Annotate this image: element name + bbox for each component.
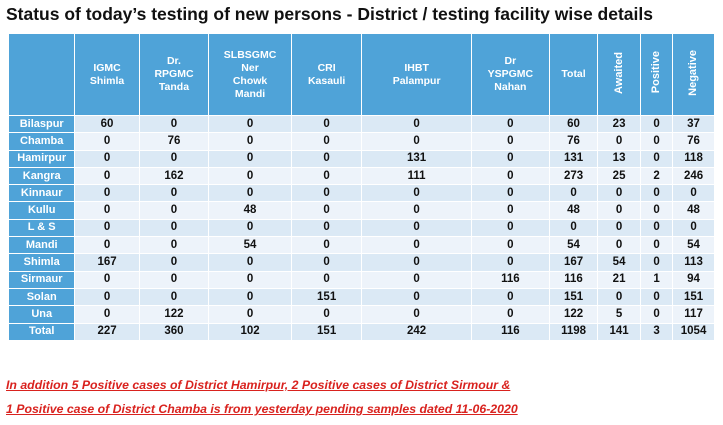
- header-igmc-shimla: [75, 34, 139, 116]
- header-line: Dr: [504, 55, 517, 67]
- value-cell: 5: [598, 306, 641, 323]
- value-cell: 48: [209, 202, 291, 219]
- value-cell: 0: [598, 202, 641, 219]
- district-name-cell: Kangra: [9, 167, 75, 184]
- district-name-cell: Chamba: [9, 133, 75, 150]
- value-cell: 0: [75, 185, 139, 202]
- value-cell: 116: [471, 271, 549, 288]
- header-line: Chowk: [232, 74, 268, 87]
- value-cell: 37: [673, 116, 715, 133]
- table-row: [9, 185, 715, 202]
- value-cell: 54: [598, 254, 641, 271]
- header-line: Nahan: [494, 81, 527, 93]
- value-cell: 113: [673, 254, 715, 271]
- value-cell: 0: [209, 254, 291, 271]
- header-line: Kasauli: [307, 74, 346, 87]
- value-cell: 0: [75, 237, 139, 254]
- value-cell: 0: [471, 150, 549, 167]
- value-cell: 151: [291, 288, 362, 305]
- header-line: Palampur: [392, 74, 441, 87]
- value-cell: 122: [139, 306, 209, 323]
- value-cell: 0: [75, 288, 139, 305]
- value-cell: 227: [75, 323, 139, 340]
- value-cell: 0: [75, 271, 139, 288]
- value-cell: 1198: [549, 323, 597, 340]
- value-cell: 0: [139, 237, 209, 254]
- value-cell: 0: [291, 202, 362, 219]
- value-cell: 0: [673, 185, 715, 202]
- value-cell: 60: [549, 116, 597, 133]
- value-cell: 117: [673, 306, 715, 323]
- table-row: [9, 219, 715, 236]
- value-cell: 0: [362, 202, 471, 219]
- district-name-cell: Kullu: [9, 202, 75, 219]
- value-cell: 0: [471, 288, 549, 305]
- value-cell: 0: [598, 219, 641, 236]
- district-name-cell: L & S: [9, 219, 75, 236]
- value-cell: 76: [549, 133, 597, 150]
- value-cell: 0: [362, 271, 471, 288]
- value-cell: 0: [362, 288, 471, 305]
- value-cell: 0: [75, 150, 139, 167]
- value-cell: 60: [75, 116, 139, 133]
- value-cell: 0: [291, 237, 362, 254]
- value-cell: 48: [673, 202, 715, 219]
- value-cell: 0: [209, 185, 291, 202]
- header-awaited: [598, 34, 641, 116]
- value-cell: 0: [362, 185, 471, 202]
- district-name-cell: Total: [9, 323, 75, 340]
- value-cell: 141: [598, 323, 641, 340]
- value-cell: 0: [598, 237, 641, 254]
- value-cell: 111: [362, 167, 471, 184]
- header-line: Mandi: [234, 87, 266, 100]
- value-cell: 151: [673, 288, 715, 305]
- table-row: [9, 288, 715, 305]
- value-cell: 0: [641, 254, 673, 271]
- value-cell: 0: [291, 167, 362, 184]
- page-title: Status of today’s testing of new persons - District / testing facility wise details: [6, 4, 653, 24]
- value-cell: 0: [598, 288, 641, 305]
- header-line: SLBSGMC: [223, 48, 277, 61]
- value-cell: 0: [139, 202, 209, 219]
- value-cell: 151: [291, 323, 362, 340]
- header-positive: [641, 34, 673, 116]
- value-cell: 116: [549, 271, 597, 288]
- value-cell: 0: [641, 116, 673, 133]
- value-cell: 76: [673, 133, 715, 150]
- value-cell: 131: [549, 150, 597, 167]
- value-cell: 242: [362, 323, 471, 340]
- value-cell: 3: [641, 323, 673, 340]
- value-cell: 48: [549, 202, 597, 219]
- table-row: [9, 323, 715, 340]
- table-row: [9, 150, 715, 167]
- table-header-row: [9, 34, 715, 116]
- value-cell: 23: [598, 116, 641, 133]
- value-cell: 0: [209, 306, 291, 323]
- value-cell: 0: [75, 133, 139, 150]
- value-cell: 0: [549, 219, 597, 236]
- value-cell: 0: [75, 167, 139, 184]
- value-cell: 0: [209, 219, 291, 236]
- value-cell: 0: [362, 306, 471, 323]
- header-line: IHBT: [404, 61, 429, 74]
- district-name-cell: Shimla: [9, 254, 75, 271]
- header-yspgmc-nahan: [471, 34, 549, 116]
- value-cell: 0: [209, 167, 291, 184]
- footnote-line-2: 1 Positive case of District Chamba is from yesterday pending samples dated 11-06-2020: [6, 402, 518, 416]
- value-cell: 167: [549, 254, 597, 271]
- value-cell: 54: [209, 237, 291, 254]
- header-line: Dr.: [166, 55, 181, 67]
- value-cell: 0: [471, 237, 549, 254]
- header-line: IGMC: [93, 61, 121, 74]
- header-vertical-label: Positive: [650, 51, 663, 94]
- header-line: Tanda: [158, 81, 190, 93]
- value-cell: 0: [291, 185, 362, 202]
- header-line: CRI: [317, 61, 336, 74]
- header-cri-kasauli: [291, 34, 362, 116]
- value-cell: 0: [209, 288, 291, 305]
- value-cell: 1: [641, 271, 673, 288]
- value-cell: 0: [75, 202, 139, 219]
- value-cell: 0: [641, 288, 673, 305]
- value-cell: 0: [641, 219, 673, 236]
- value-cell: 54: [549, 237, 597, 254]
- header-ihbt-palampur: [362, 34, 471, 116]
- header-rpgmc-tanda: [139, 34, 209, 116]
- value-cell: 0: [362, 219, 471, 236]
- value-cell: 0: [75, 219, 139, 236]
- value-cell: 0: [598, 185, 641, 202]
- value-cell: 246: [673, 167, 715, 184]
- table-row: [9, 306, 715, 323]
- value-cell: 116: [471, 323, 549, 340]
- footnote-line-1: In addition 5 Positive cases of District Hamirpur, 2 Positive cases of District Sirmour &: [6, 378, 511, 392]
- value-cell: 0: [139, 254, 209, 271]
- value-cell: 0: [291, 116, 362, 133]
- table-row: [9, 116, 715, 133]
- value-cell: 273: [549, 167, 597, 184]
- district-name-cell: Una: [9, 306, 75, 323]
- value-cell: 0: [75, 306, 139, 323]
- testing-status-table: [8, 33, 715, 341]
- value-cell: 0: [291, 219, 362, 236]
- value-cell: 1054: [673, 323, 715, 340]
- value-cell: 2: [641, 167, 673, 184]
- value-cell: 0: [641, 202, 673, 219]
- value-cell: 76: [139, 133, 209, 150]
- value-cell: 0: [209, 116, 291, 133]
- value-cell: 0: [549, 185, 597, 202]
- value-cell: 0: [139, 185, 209, 202]
- value-cell: 94: [673, 271, 715, 288]
- value-cell: 0: [209, 133, 291, 150]
- table-row: [9, 254, 715, 271]
- district-name-cell: Bilaspur: [9, 116, 75, 133]
- value-cell: 0: [471, 219, 549, 236]
- district-name-cell: Kinnaur: [9, 185, 75, 202]
- value-cell: 0: [471, 185, 549, 202]
- value-cell: 151: [549, 288, 597, 305]
- value-cell: 0: [673, 219, 715, 236]
- value-cell: 0: [471, 116, 549, 133]
- value-cell: 25: [598, 167, 641, 184]
- value-cell: 0: [209, 271, 291, 288]
- value-cell: 0: [291, 271, 362, 288]
- value-cell: 360: [139, 323, 209, 340]
- value-cell: 0: [139, 150, 209, 167]
- value-cell: 0: [139, 116, 209, 133]
- value-cell: 0: [471, 202, 549, 219]
- value-cell: 167: [75, 254, 139, 271]
- header-slbsgmc-mandi: [209, 34, 291, 116]
- table-row: [9, 271, 715, 288]
- header-vertical-label: Negative: [687, 49, 700, 96]
- value-cell: 162: [139, 167, 209, 184]
- table-row: [9, 133, 715, 150]
- value-cell: 0: [139, 288, 209, 305]
- value-cell: 0: [291, 306, 362, 323]
- value-cell: 131: [362, 150, 471, 167]
- header-total: [549, 34, 597, 116]
- value-cell: 13: [598, 150, 641, 167]
- value-cell: 0: [291, 150, 362, 167]
- district-name-cell: Solan: [9, 288, 75, 305]
- value-cell: 0: [471, 167, 549, 184]
- header-line: YSPGMC: [487, 68, 534, 80]
- value-cell: 0: [641, 306, 673, 323]
- value-cell: 0: [362, 254, 471, 271]
- header-line: Shimla: [89, 74, 125, 87]
- value-cell: 0: [471, 306, 549, 323]
- header-line: Ner: [241, 61, 259, 74]
- value-cell: 0: [291, 254, 362, 271]
- value-cell: 0: [471, 133, 549, 150]
- value-cell: 0: [641, 185, 673, 202]
- value-cell: 0: [139, 219, 209, 236]
- value-cell: 102: [209, 323, 291, 340]
- header-vertical-label: Awaited: [612, 51, 625, 94]
- value-cell: 54: [673, 237, 715, 254]
- value-cell: 0: [362, 116, 471, 133]
- value-cell: 0: [471, 254, 549, 271]
- value-cell: 122: [549, 306, 597, 323]
- value-cell: 0: [362, 237, 471, 254]
- header-line: Total: [561, 68, 586, 80]
- header-negative: [673, 34, 715, 116]
- header-line: RPGMC: [154, 68, 194, 80]
- value-cell: 118: [673, 150, 715, 167]
- table-row: [9, 237, 715, 254]
- header-corner-cell: [9, 34, 75, 116]
- value-cell: 0: [291, 133, 362, 150]
- district-name-cell: Mandi: [9, 237, 75, 254]
- value-cell: 0: [641, 150, 673, 167]
- value-cell: 0: [641, 133, 673, 150]
- value-cell: 0: [641, 237, 673, 254]
- value-cell: 21: [598, 271, 641, 288]
- table-row: [9, 167, 715, 184]
- value-cell: 0: [139, 271, 209, 288]
- value-cell: 0: [598, 133, 641, 150]
- table-body: [9, 116, 715, 341]
- value-cell: 0: [209, 150, 291, 167]
- table-row: [9, 202, 715, 219]
- district-name-cell: Sirmaur: [9, 271, 75, 288]
- value-cell: 0: [362, 133, 471, 150]
- district-name-cell: Hamirpur: [9, 150, 75, 167]
